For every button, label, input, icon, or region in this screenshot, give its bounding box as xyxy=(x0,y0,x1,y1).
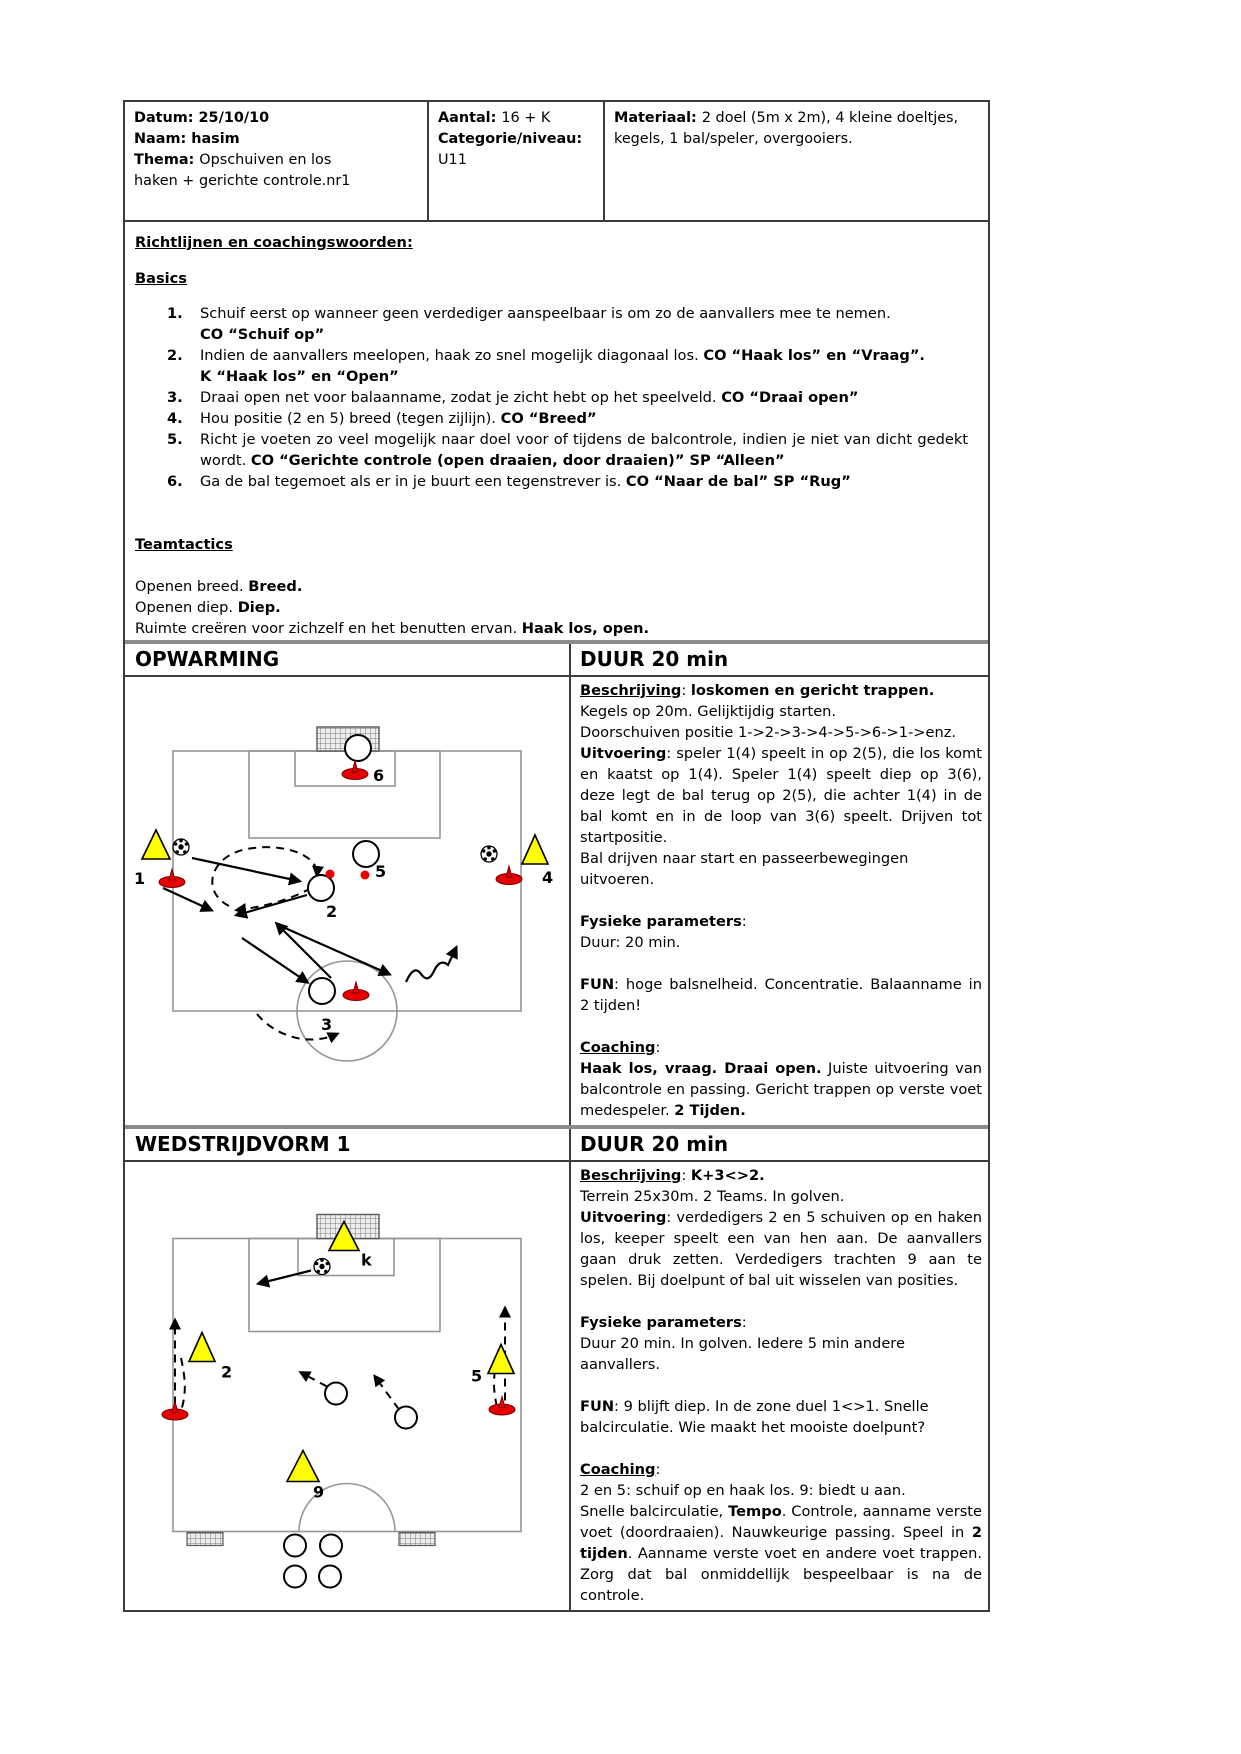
header-cell-general xyxy=(125,102,427,220)
blank-line xyxy=(580,1438,982,1459)
opwarming-duration: DUUR 20 min xyxy=(569,644,988,675)
item-text: Ga de bal tegemoet als er in je buurt een tegenstrever is. CO “Naar de bal” SP “Rug” xyxy=(200,473,851,490)
materiaal-line: Materiaal: 2 doel (5m x 2m), 4 kleine doeltjes, kegels, 1 bal/speler, overgooiers. xyxy=(614,110,959,147)
basics-item xyxy=(167,303,978,345)
ball-icon xyxy=(481,846,497,862)
wedstrijdvorm-diagram xyxy=(125,1162,562,1610)
cone-icon xyxy=(162,1402,188,1421)
cone-icon xyxy=(159,869,185,888)
item-text: Draai open net voor balaanname, zodat je zicht hebt op het speelveld. CO “Draai open” xyxy=(200,389,859,406)
paragraph: Doorschuiven positie 1->2->3->4->5->6->1->enz. xyxy=(580,724,957,741)
richtlijnen-section xyxy=(125,220,988,640)
wedstrijdvorm-text-cell xyxy=(569,1162,988,1610)
header-cell-materiaal xyxy=(603,102,988,220)
cone-icon xyxy=(343,982,369,1001)
paragraph: Fysieke parameters: xyxy=(580,913,747,930)
thema-line: Thema: Opschuiven en los haken + gerichte controle.nr1 xyxy=(134,152,351,189)
basics-item xyxy=(167,345,978,387)
paragraph: Haak los, vraag. Draai open. Juiste uitvoering van balcontrole en passing. Gericht trappen op verste voet medespeler. 2 Tijden. xyxy=(580,1060,983,1119)
attacker-circle xyxy=(395,1407,417,1429)
paragraph: Uitvoering: speler 1(4) speelt in op 2(5), die los komt en kaatst op 1(4). Speler 1(4) speelt diep op 3(6), deze legt de bal terug op 2(5), die achter 1(4) in de bal komt en in de loop van 3(6) speelt. Drijven tot startpositie. xyxy=(580,745,982,846)
blank-line xyxy=(580,1291,982,1312)
paragraph: Uitvoering: verdedigers 2 en 5 schuiven op en haken los, keeper speelt een van hen aan. De aanvallers gaan druk zetten. Verdedigers trachten 9 aan te spelen. Bij doelpunt of bal uit wisselen van posities. xyxy=(580,1209,982,1289)
paragraph: Bal drijven naar start en passeerbewegingen uitvoeren. xyxy=(580,850,909,888)
paragraph: Duur 20 min. In golven. Iedere 5 min andere aanvallers. xyxy=(580,1335,905,1373)
mini-goal xyxy=(399,1533,435,1546)
paragraph: Duur: 20 min. xyxy=(580,934,681,951)
dribble-arrow xyxy=(406,948,456,982)
opwarming-diagram-cell xyxy=(125,677,569,1125)
basics-list xyxy=(167,303,978,492)
ball-icon xyxy=(314,1258,330,1274)
field-lines xyxy=(173,1239,521,1532)
naam-line: Naam: hasim xyxy=(134,131,240,147)
paragraph: Beschrijving: K+3<>2. xyxy=(580,1167,765,1184)
defender-triangle-5 xyxy=(488,1345,514,1374)
field-lines xyxy=(173,751,521,1061)
paragraph: Coaching: xyxy=(580,1039,661,1056)
player-circle-2 xyxy=(308,875,334,901)
blank-line xyxy=(580,953,982,974)
categorie-label-line: Categorie/niveau: xyxy=(438,131,583,147)
teamtactics-line: Openen diep. Diep. xyxy=(135,599,281,616)
paragraph: Coaching: xyxy=(580,1461,661,1478)
marker-dot xyxy=(326,870,335,879)
marker-dot xyxy=(361,871,370,880)
waiting-player-circle xyxy=(284,1566,306,1588)
item-text: Schuif eerst op wanneer geen verdediger aanspeelbaar is om zo de aanvallers mee te nemen. CO “Schuif op” xyxy=(200,305,891,343)
player-triangle-4 xyxy=(522,835,548,864)
opwarming-text-cell xyxy=(569,677,988,1125)
paragraph: 2 en 5: schuif op en haak los. 9: biedt u aan. xyxy=(580,1482,906,1499)
paragraph: FUN: 9 blijft diep. In de zone duel 1<>1. Snelle balcirculatie. Wie maakt het mooiste doelpunt? xyxy=(580,1398,929,1436)
defender-label-9: 9 xyxy=(313,1482,325,1502)
wedstrijdvorm-body xyxy=(125,1162,988,1610)
teamtactics-line: Openen breed. Breed. xyxy=(135,578,303,595)
player-label-2: 2 xyxy=(326,902,338,921)
richtlijnen-title: Richtlijnen en coachingswoorden: xyxy=(135,234,413,251)
waiting-player-circle xyxy=(284,1535,306,1557)
wedstrijdvorm-diagram-cell xyxy=(125,1162,569,1610)
cone-icon xyxy=(496,866,522,885)
cone-icon xyxy=(342,761,368,780)
player-circle-6 xyxy=(345,735,371,761)
player-circle-3 xyxy=(309,978,335,1004)
wedstrijdvorm-title: WEDSTRIJDVORM 1 xyxy=(135,1132,351,1156)
basics-item xyxy=(167,408,978,429)
paragraph: FUN: hoge balsnelheid. Concentratie. Balaanname in 2 tijden! xyxy=(580,976,982,1014)
categorie-value-line: U11 xyxy=(438,152,467,168)
waiting-player-circle xyxy=(319,1566,341,1588)
defender-label-5: 5 xyxy=(471,1366,483,1386)
basics-item xyxy=(167,471,978,492)
player-label-1: 1 xyxy=(134,869,146,888)
teamtactics-title: Teamtactics xyxy=(135,536,233,553)
item-number: 5. xyxy=(167,431,183,448)
attacker-circle xyxy=(325,1383,347,1405)
player-triangle-1 xyxy=(142,830,170,859)
opwarming-body xyxy=(125,677,988,1125)
player-label-4: 4 xyxy=(542,868,554,887)
waiting-player-circle xyxy=(320,1535,342,1557)
player-label-3: 3 xyxy=(321,1015,333,1034)
teamtactics-line: Ruimte creëren voor zichzelf en het benutten ervan. Haak los, open. xyxy=(135,620,650,637)
paragraph: Terrein 25x30m. 2 Teams. In golven. xyxy=(580,1188,845,1205)
teamtactics-block xyxy=(135,534,978,639)
aantal-line: Aantal: 16 + K xyxy=(438,110,551,126)
basics-title: Basics xyxy=(135,270,187,287)
item-number: 1. xyxy=(167,305,183,322)
pass-arrows xyxy=(163,858,456,982)
item-text: Indien de aanvallers meelopen, haak zo snel mogelijk diagonaal los. CO “Haak los” en “Vraag”. K “Haak los” en “Open” xyxy=(200,347,925,385)
datum-line: Datum: 25/10/10 xyxy=(134,110,270,126)
blank-line xyxy=(580,890,982,911)
defender-triangle-9 xyxy=(287,1451,319,1482)
blank-line xyxy=(580,1375,982,1396)
item-number: 4. xyxy=(167,410,183,427)
basics-item xyxy=(167,387,978,408)
item-number: 2. xyxy=(167,347,183,364)
header-row xyxy=(125,102,988,220)
mini-goal xyxy=(187,1533,223,1546)
paragraph: Kegels op 20m. Gelijktijdig starten. xyxy=(580,703,837,720)
blank-line xyxy=(580,1016,982,1037)
session-table xyxy=(123,100,990,1612)
paragraph: Snelle balcirculatie, Tempo. Controle, aanname verste voet (doordraaien). Nauwkeurige passing. Speel in 2 tijden. Aanname verste voet en andere voet trappen. Zorg dat bal onmiddellijk bespeelbaar is na de controle. xyxy=(580,1503,982,1604)
defender-label-2: 2 xyxy=(221,1362,233,1382)
player-label-5: 5 xyxy=(375,862,387,881)
header-cell-aantal xyxy=(427,102,603,220)
item-number: 6. xyxy=(167,473,183,490)
cone-icon xyxy=(489,1397,515,1416)
defender-triangle-2 xyxy=(189,1333,215,1362)
wedstrijdvorm-duration: DUUR 20 min xyxy=(569,1129,988,1160)
item-number: 3. xyxy=(167,389,183,406)
opwarming-title: OPWARMING xyxy=(135,647,280,671)
pass-arrows xyxy=(259,1271,311,1284)
item-text: Hou positie (2 en 5) breed (tegen zijlijn). CO “Breed” xyxy=(200,410,597,427)
player-label-6: 6 xyxy=(373,766,385,785)
paragraph: Beschrijving: loskomen en gericht trappen. xyxy=(580,682,935,699)
ball-icon xyxy=(173,839,189,855)
basics-item xyxy=(167,429,978,471)
opwarming-diagram xyxy=(125,677,562,1125)
item-text: Richt je voeten zo veel mogelijk naar doel voor of tijdens de balcontrole, indien je niet van dicht gedekt wordt. CO “Gerichte controle (open draaien, door draaien)” SP “Alleen” xyxy=(200,431,968,469)
keeper-label: k xyxy=(361,1250,372,1270)
paragraph: Fysieke parameters: xyxy=(580,1314,747,1331)
wedstrijdvorm-header-row xyxy=(125,1125,988,1162)
opwarming-header-row xyxy=(125,640,988,677)
